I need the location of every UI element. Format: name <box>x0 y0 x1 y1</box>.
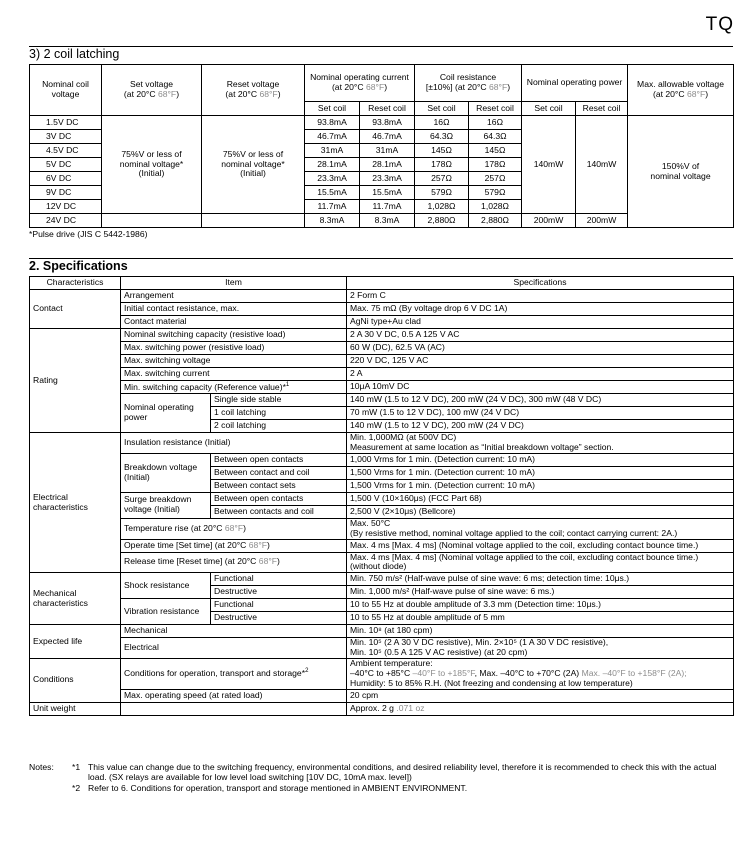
header-max-allowable-voltage: Max. allowable voltage (at 20°C 68°F) <box>628 65 734 116</box>
note-1-text: This value can change due to the switching frequency, environmental conditions, and desired reliability level, therefore it is recommended to check this with the actual load. (SX relays are available for low level load switching [10V DC, 10mA max. level]) <box>88 762 717 783</box>
arrangement-value: 2 Form C <box>347 290 734 303</box>
vibration-functional-value: 10 to 55 Hz at double amplitude of 3.3 mm (Detection time: 10μs.) <box>347 599 734 612</box>
electrical-characteristics-label: Electrical characteristics <box>30 433 121 573</box>
set-voltage-empty <box>102 214 202 228</box>
subheader-resistance-set-coil: Set coil <box>415 102 469 116</box>
coil-voltage-cell: 3V DC <box>30 130 102 144</box>
current-set-cell: 23.3mA <box>305 172 360 186</box>
resistance-reset-cell: 16Ω <box>469 116 522 130</box>
power-set-value-high: 200mW <box>522 214 576 228</box>
current-reset-cell: 8.3mA <box>360 214 415 228</box>
mechanical-characteristics-label: Mechanical characteristics <box>30 573 121 625</box>
life-electrical-item: Electrical <box>121 638 347 659</box>
coil-voltage-cell: 4.5V DC <box>30 144 102 158</box>
release-time-item: Release time [Reset time] (at 20°C 68°F) <box>121 552 347 573</box>
temperature-rise-value: Max. 50°C (By resistive method, nominal voltage applied to the coil; contact carrying current: 2A.) <box>347 518 734 539</box>
bd-contact-sets-item: Between contact sets <box>211 479 347 492</box>
max-operating-speed-item: Max. operating speed (at rated load) <box>121 689 347 702</box>
section-title-2-coil-latching: 3) 2 coil latching <box>29 47 120 61</box>
breakdown-voltage-item: Breakdown voltage (Initial) <box>121 453 211 492</box>
insulation-resistance-item: Insulation resistance (Initial) <box>121 433 347 454</box>
header-set-voltage: Set voltage (at 20°C 68°F) <box>102 65 202 116</box>
contact-material-item: Contact material <box>121 316 347 329</box>
resistance-set-cell: 2,880Ω <box>415 214 469 228</box>
pulse-drive-note: *Pulse drive (JIS C 5442-1986) <box>29 229 148 239</box>
contact-resistance-item: Initial contact resistance, max. <box>121 303 347 316</box>
power-set-value-low: 140mW <box>522 116 576 214</box>
shock-resistance-item: Shock resistance <box>121 573 211 599</box>
resistance-set-cell: 1,028Ω <box>415 200 469 214</box>
current-reset-cell: 15.5mA <box>360 186 415 200</box>
coil-voltage-cell: 12V DC <box>30 200 102 214</box>
resistance-reset-cell: 1,028Ω <box>469 200 522 214</box>
coil-voltage-cell: 6V DC <box>30 172 102 186</box>
header-reset-voltage: Reset voltage (at 20°C 68°F) <box>202 65 305 116</box>
header-coil-resistance: Coil resistance [±10%] (at 20°C 68°F) <box>415 65 522 102</box>
current-set-cell: 11.7mA <box>305 200 360 214</box>
current-set-cell: 93.8mA <box>305 116 360 130</box>
current-set-cell: 46.7mA <box>305 130 360 144</box>
header-nominal-operating-power: Nominal operating power <box>522 65 628 102</box>
coil-voltage-cell: 5V DC <box>30 158 102 172</box>
header-specifications: Specifications <box>347 277 734 290</box>
max-allowable-voltage-value: 150%V of nominal voltage <box>628 116 734 228</box>
surge-open-contacts-item: Between open contacts <box>211 492 347 505</box>
nominal-switching-capacity-item: Nominal switching capacity (resistive load) <box>121 329 347 342</box>
subheader-power-reset-coil: Reset coil <box>576 102 628 116</box>
header-characteristics: Characteristics <box>30 277 121 290</box>
coil-latching-table <box>29 64 734 228</box>
note-1-number: *1 <box>72 762 81 772</box>
section-title-specifications: 2. Specifications <box>29 259 128 273</box>
single-side-stable-value: 140 mW (1.5 to 12 V DC), 200 mW (24 V DC), 300 mW (48 V DC) <box>347 394 734 407</box>
expected-life-label: Expected life <box>30 625 121 659</box>
page-header-title: TQ <box>705 14 734 35</box>
coil-voltage-cell: 9V DC <box>30 186 102 200</box>
max-switching-voltage-item: Max. switching voltage <box>121 355 347 368</box>
conditions-operation-item: Conditions for operation, transport and storage*$^2$ <box>121 659 347 690</box>
power-reset-value-low: 140mW <box>576 116 628 214</box>
min-switching-capacity-value: 10μA 10mV DC <box>347 381 734 394</box>
bd-open-contacts-value: 1,000 Vrms for 1 min. (Detection current: 10 mA) <box>347 453 734 466</box>
life-mechanical-value: Min. 10⁸ (at 180 cpm) <box>347 625 734 638</box>
note-1 <box>29 762 734 783</box>
max-switching-power-item: Max. switching power (resistive load) <box>121 342 347 355</box>
surge-open-contacts-value: 1,500 V (10×160μs) (FCC Part 68) <box>347 492 734 505</box>
insulation-resistance-value: Min. 1,000MΩ (at 500V DC) Measurement at same location as “Initial breakdown voltage” section. <box>347 433 734 454</box>
subheader-current-set-coil: Set coil <box>305 102 360 116</box>
notes-label: Notes: <box>29 762 54 772</box>
header-nominal-coil-voltage: Nominal coil voltage <box>30 65 102 116</box>
shock-destructive-item: Destructive <box>211 586 347 599</box>
one-coil-latching-value: 70 mW (1.5 to 12 V DC), 100 mW (24 V DC) <box>347 407 734 420</box>
resistance-reset-cell: 579Ω <box>469 186 522 200</box>
two-coil-latching-value: 140 mW (1.5 to 12 V DC), 200 mW (24 V DC) <box>347 420 734 433</box>
temperature-rise-item: Temperature rise (at 20°C 68°F) <box>121 518 347 539</box>
one-coil-latching-item: 1 coil latching <box>211 407 347 420</box>
current-set-cell: 31mA <box>305 144 360 158</box>
release-time-value: Max. 4 ms [Max. 4 ms] (Nominal voltage applied to the coil, excluding contact bounce time.) (without diode) <box>347 552 734 573</box>
current-reset-cell: 28.1mA <box>360 158 415 172</box>
shock-functional-item: Functional <box>211 573 347 586</box>
contact-material-value: AgNi type+Au clad <box>347 316 734 329</box>
min-switching-capacity-item: Min. switching capacity (Reference value)*$^1$ <box>121 381 347 394</box>
operate-time-item: Operate time [Set time] (at 20°C 68°F) <box>121 539 347 552</box>
vibration-destructive-item: Destructive <box>211 612 347 625</box>
subheader-power-set-coil: Set coil <box>522 102 576 116</box>
current-reset-cell: 31mA <box>360 144 415 158</box>
life-mechanical-item: Mechanical <box>121 625 347 638</box>
reset-voltage-value: 75%V or less of nominal voltage* (Initial) <box>202 116 305 214</box>
vibration-functional-item: Functional <box>211 599 347 612</box>
subheader-current-reset-coil: Reset coil <box>360 102 415 116</box>
max-operating-speed-value: 20 cpm <box>347 689 734 702</box>
surge-breakdown-item: Surge breakdown voltage (Initial) <box>121 492 211 518</box>
section-rule <box>29 258 733 259</box>
resistance-reset-cell: 257Ω <box>469 172 522 186</box>
max-switching-voltage-value: 220 V DC, 125 V AC <box>347 355 734 368</box>
reset-voltage-empty <box>202 214 305 228</box>
conditions-label: Conditions <box>30 659 121 703</box>
current-set-cell: 28.1mA <box>305 158 360 172</box>
operate-time-value: Max. 4 ms [Max. 4 ms] (Nominal voltage applied to the coil, excluding contact bounce time.) <box>347 539 734 552</box>
coil-voltage-cell: 1.5V DC <box>30 116 102 130</box>
nominal-switching-capacity-value: 2 A 30 V DC, 0.5 A 125 V AC <box>347 329 734 342</box>
bd-contact-coil-item: Between contact and coil <box>211 466 347 479</box>
surge-contacts-coil-item: Between contacts and coil <box>211 505 347 518</box>
contact-resistance-value: Max. 75 mΩ (By voltage drop 6 V DC 1A) <box>347 303 734 316</box>
section-rule <box>29 46 733 47</box>
resistance-reset-cell: 2,880Ω <box>469 214 522 228</box>
max-switching-current-value: 2 A <box>347 368 734 381</box>
conditions-operation-value: Ambient temperature: –40°C to +85°C –40°F to +185°F, Max. –40°C to +70°C (2A) Max. –40°F to +158°F (2A); Humidity: 5 to 85% R.H. (Not freezing and condensing at low temperature) <box>347 659 734 690</box>
current-set-cell: 15.5mA <box>305 186 360 200</box>
power-reset-value-high: 200mW <box>576 214 628 228</box>
resistance-set-cell: 16Ω <box>415 116 469 130</box>
header-item: Item <box>121 277 347 290</box>
vibration-resistance-item: Vibration resistance <box>121 599 211 625</box>
subheader-resistance-reset-coil: Reset coil <box>469 102 522 116</box>
specifications-table <box>29 276 734 716</box>
note-2 <box>29 783 734 793</box>
bd-contact-coil-value: 1,500 Vrms for 1 min. (Detection current: 10 mA) <box>347 466 734 479</box>
two-coil-latching-item: 2 coil latching <box>211 420 347 433</box>
nominal-operating-power-item: Nominal operating power <box>121 394 211 433</box>
header-nominal-operating-current: Nominal operating current (at 20°C 68°F) <box>305 65 415 102</box>
coil-voltage-cell: 24V DC <box>30 214 102 228</box>
note-2-text: Refer to 6. Conditions for operation, transport and storage mentioned in AMBIENT ENVIRONMENT. <box>88 782 468 793</box>
contact-label: Contact <box>30 290 121 329</box>
life-electrical-value: Min. 10⁵ (2 A 30 V DC resistive), Min. 2×10⁵ (1 A 30 V DC resistive), Min. 10⁵ (0.5 A 125 V AC resistive) (at 20 cpm) <box>347 638 734 659</box>
bd-contact-sets-value: 1,500 Vrms for 1 min. (Detection current: 10 mA) <box>347 479 734 492</box>
surge-contacts-coil-value: 2,500 V (2×10μs) (Bellcore) <box>347 505 734 518</box>
notes <box>29 762 734 793</box>
resistance-set-cell: 257Ω <box>415 172 469 186</box>
resistance-reset-cell: 178Ω <box>469 158 522 172</box>
shock-destructive-value: Min. 1,000 m/s² (Half-wave pulse of sine wave: 6 ms.) <box>347 586 734 599</box>
resistance-set-cell: 64.3Ω <box>415 130 469 144</box>
resistance-set-cell: 178Ω <box>415 158 469 172</box>
set-voltage-value: 75%V or less of nominal voltage* (Initial) <box>102 116 202 214</box>
bd-open-contacts-item: Between open contacts <box>211 453 347 466</box>
current-reset-cell: 93.8mA <box>360 116 415 130</box>
table-row <box>30 116 734 130</box>
current-reset-cell: 46.7mA <box>360 130 415 144</box>
max-switching-current-item: Max. switching current <box>121 368 347 381</box>
vibration-destructive-value: 10 to 55 Hz at double amplitude of 5 mm <box>347 612 734 625</box>
unit-weight-value: Approx. 2 g .071 oz <box>347 702 734 715</box>
note-2-number: *2 <box>72 782 81 793</box>
current-reset-cell: 11.7mA <box>360 200 415 214</box>
single-side-stable-item: Single side stable <box>211 394 347 407</box>
current-reset-cell: 23.3mA <box>360 172 415 186</box>
current-set-cell: 8.3mA <box>305 214 360 228</box>
resistance-set-cell: 145Ω <box>415 144 469 158</box>
shock-functional-value: Min. 750 m/s² (Half-wave pulse of sine wave: 6 ms; detection time: 10μs.) <box>347 573 734 586</box>
resistance-set-cell: 579Ω <box>415 186 469 200</box>
arrangement-item: Arrangement <box>121 290 347 303</box>
unit-weight-label: Unit weight <box>30 702 121 715</box>
resistance-reset-cell: 145Ω <box>469 144 522 158</box>
rating-label: Rating <box>30 329 121 433</box>
unit-weight-item-empty <box>121 702 347 715</box>
resistance-reset-cell: 64.3Ω <box>469 130 522 144</box>
max-switching-power-value: 60 W (DC), 62.5 VA (AC) <box>347 342 734 355</box>
